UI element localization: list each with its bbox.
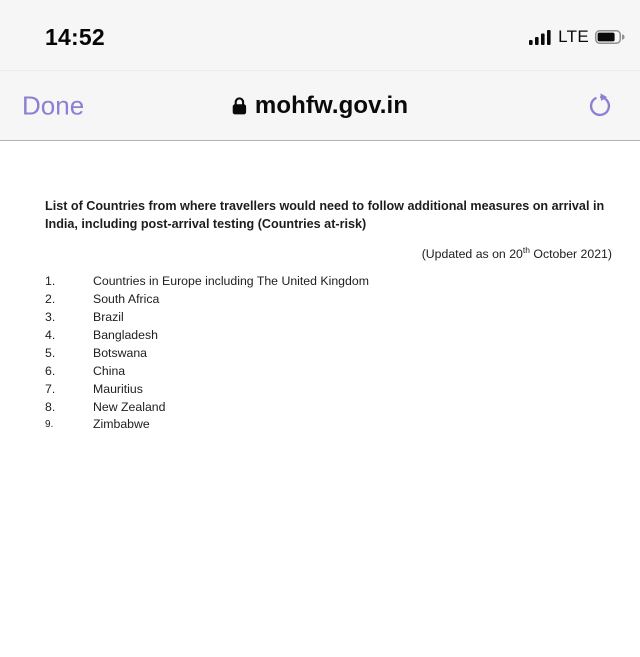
list-item [45,345,612,363]
item-label: Botswana [93,345,148,360]
battery-icon [595,30,625,44]
item-label: Zimbabwe [93,417,150,432]
item-label: New Zealand [93,399,166,414]
item-number: 1. [45,274,56,289]
item-label: Bangladesh [93,327,158,342]
list-item [45,416,612,434]
signal-bars-icon [529,30,552,45]
list-item [45,399,612,417]
web-page-content [0,141,640,657]
refresh-icon [586,108,614,123]
list-item [45,291,612,309]
refresh-button[interactable] [586,91,614,120]
list-item [45,363,612,381]
lock-icon [232,96,247,116]
network-type-label: LTE [558,27,589,46]
item-number: 2. [45,292,56,307]
site-title-label: mohfw.gov.in [254,91,409,119]
status-icons [529,27,625,47]
updated-note [45,247,612,261]
country-list [45,273,612,434]
item-label: Brazil [93,310,124,324]
list-item [45,327,612,345]
item-number: 7. [45,381,56,396]
list-item [45,381,612,399]
updated-note-suffix: October 2021) [529,247,612,262]
clock-label: 14:52 [45,23,105,50]
item-label: China [93,363,126,378]
done-button[interactable]: Done [22,90,85,120]
item-number: 4. [45,327,56,342]
list-item [45,273,612,291]
document-title: List of Countries from where travellers would need to follow additional measures on arrival in India, including post-arrival testing (Countries at-risk) [45,199,605,231]
item-number: 6. [45,363,56,378]
updated-note-superscript: th [522,245,530,256]
item-number: 3. [45,310,56,324]
address-display [232,92,408,120]
item-label: Mauritius [93,381,143,396]
list-item [45,309,612,327]
status-bar [0,0,640,70]
browser-chrome [0,0,640,141]
nav-bar [0,70,640,140]
item-number: 8. [45,399,56,414]
item-label: Countries in Europe including The United Kingdom [93,274,369,289]
updated-note-prefix: (Updated as on 20 [421,247,523,262]
item-label: South Africa [93,292,160,307]
item-number: 9. [45,419,54,431]
item-number: 5. [45,345,56,360]
